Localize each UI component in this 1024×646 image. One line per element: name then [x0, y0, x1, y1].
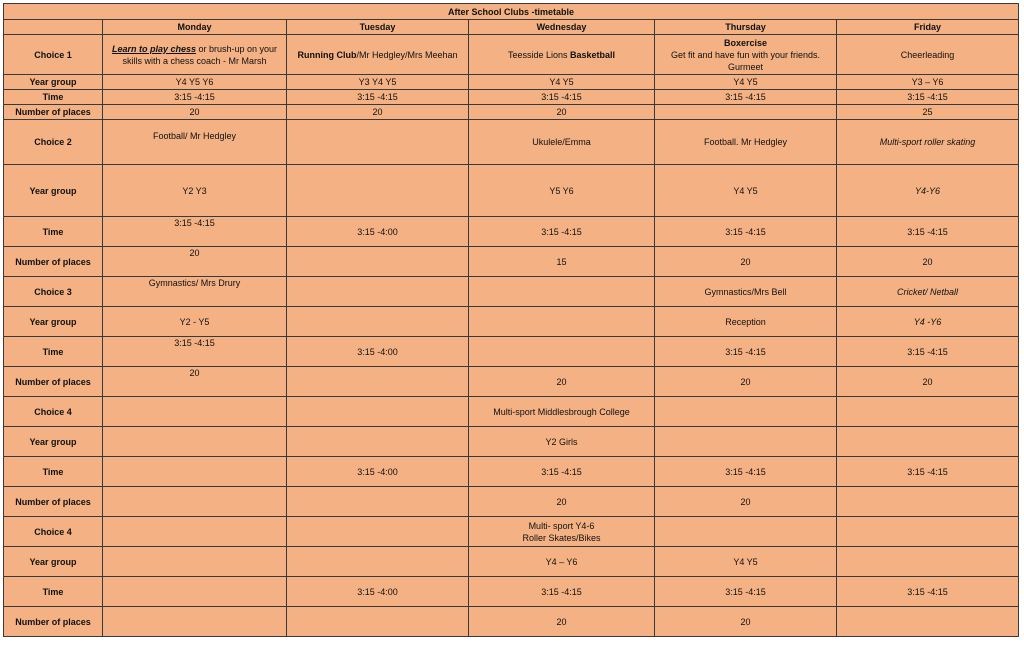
time-cell: 3:15 -4:00 [287, 337, 469, 367]
row-label: Time [4, 577, 103, 607]
club-cell [837, 397, 1019, 427]
time-cell: 3:15 -4:15 [837, 577, 1019, 607]
club-cell [469, 517, 655, 547]
choice1-club-row [4, 35, 1019, 75]
row-label: Choice 3 [4, 277, 103, 307]
club-cell [287, 517, 469, 547]
places-cell [837, 607, 1019, 637]
row-label: Year group [4, 307, 103, 337]
club-detail: Get fit and have fun with your friends. Gurmeet [670, 49, 821, 72]
day-header-wednesday: Wednesday [469, 20, 655, 35]
time-cell: 3:15 -4:00 [287, 577, 469, 607]
time-cell [103, 457, 287, 487]
time-cell: 3:15 -4:15 [655, 217, 837, 247]
timetable-title: After School Clubs -timetable [4, 4, 1019, 20]
club-cell: Football/ Mr Hedgley [103, 120, 287, 165]
time-cell: 3:15 -4:15 [469, 217, 655, 247]
places-cell: 20 [469, 367, 655, 397]
time-cell: 3:15 -4:15 [103, 90, 287, 105]
club-detail: Roller Skates/Bikes [522, 532, 601, 543]
row-label: Choice 4 [4, 397, 103, 427]
year-cell: Y4 Y5 [469, 75, 655, 90]
places-cell: 15 [469, 247, 655, 277]
places-cell: 20 [287, 105, 469, 120]
club-cell: Gymnastics/Mrs Bell [655, 277, 837, 307]
day-header-friday: Friday [837, 20, 1019, 35]
club-detail: /Mr Hedgley/Mrs Meehan [356, 49, 458, 60]
choice4b-time-row [4, 577, 1019, 607]
row-label: Number of places [4, 247, 103, 277]
day-header-monday: Monday [103, 20, 287, 35]
club-cell: Multi-sport Middlesbrough College [469, 397, 655, 427]
choice4b-places-row [4, 607, 1019, 637]
club-name: Learn to play chess [111, 43, 196, 54]
choice3-time-row [4, 337, 1019, 367]
year-cell [655, 427, 837, 457]
time-cell: 3:15 -4:15 [655, 457, 837, 487]
day-header-tuesday: Tuesday [287, 20, 469, 35]
choice2-time-row [4, 217, 1019, 247]
places-cell: 20 [837, 367, 1019, 397]
row-label: Time [4, 217, 103, 247]
time-cell: 3:15 -4:15 [837, 90, 1019, 105]
club-cell [287, 35, 469, 75]
row-label: Year group [4, 427, 103, 457]
places-cell: 20 [469, 607, 655, 637]
club-cell [655, 517, 837, 547]
time-cell: 3:15 -4:00 [287, 457, 469, 487]
year-cell [103, 547, 287, 577]
places-cell [837, 487, 1019, 517]
club-cell [287, 277, 469, 307]
club-cell: Football. Mr Hedgley [655, 120, 837, 165]
time-cell [103, 577, 287, 607]
time-cell: 3:15 -4:15 [837, 337, 1019, 367]
choice4a-places-row [4, 487, 1019, 517]
time-cell: 3:15 -4:15 [837, 217, 1019, 247]
header-row [4, 20, 1019, 35]
time-cell: 3:15 -4:15 [655, 577, 837, 607]
time-cell [469, 337, 655, 367]
row-label: Choice 1 [4, 35, 103, 75]
places-cell [103, 607, 287, 637]
row-label: Year group [4, 547, 103, 577]
year-cell [287, 165, 469, 217]
year-cell: Y2 Y3 [103, 165, 287, 217]
choice3-club-row [4, 277, 1019, 307]
row-label: Year group [4, 165, 103, 217]
places-cell [287, 367, 469, 397]
places-cell: 20 [655, 487, 837, 517]
year-cell: Y2 - Y5 [103, 307, 287, 337]
row-label: Number of places [4, 487, 103, 517]
choice1-places-row [4, 105, 1019, 120]
places-cell: 20 [837, 247, 1019, 277]
year-cell [287, 547, 469, 577]
club-name: Running Club [297, 49, 357, 60]
time-cell: 3:15 -4:15 [655, 337, 837, 367]
choice3-places-row [4, 367, 1019, 397]
club-cell: Cheerleading [837, 35, 1019, 75]
row-label: Time [4, 337, 103, 367]
time-cell: 3:15 -4:15 [469, 457, 655, 487]
year-cell [103, 427, 287, 457]
row-label: Choice 2 [4, 120, 103, 165]
year-cell: Y4 -Y6 [837, 307, 1019, 337]
year-cell: Y4-Y6 [837, 165, 1019, 217]
year-cell: Y4 Y5 [655, 165, 837, 217]
places-cell [103, 487, 287, 517]
club-cell [103, 35, 287, 75]
places-cell: 20 [655, 607, 837, 637]
places-cell [287, 247, 469, 277]
choice4a-club-row [4, 397, 1019, 427]
club-cell: Gymnastics/ Mrs Drury [103, 277, 287, 307]
club-detail: Teesside Lions [507, 49, 570, 60]
places-cell: 20 [655, 247, 837, 277]
club-cell [655, 35, 837, 75]
year-cell: Y3 – Y6 [837, 75, 1019, 90]
row-label: Year group [4, 75, 103, 90]
row-label: Choice 4 [4, 517, 103, 547]
choice1-year-row [4, 75, 1019, 90]
time-cell: 3:15 -4:15 [287, 90, 469, 105]
club-name: Boxercise [723, 37, 768, 48]
places-cell: 20 [469, 105, 655, 120]
club-cell [469, 35, 655, 75]
year-cell: Y4 – Y6 [469, 547, 655, 577]
choice4a-year-row [4, 427, 1019, 457]
club-cell: Ukulele/Emma [469, 120, 655, 165]
row-label: Number of places [4, 607, 103, 637]
places-cell: 20 [103, 105, 287, 120]
year-cell: Y4 Y5 [655, 547, 837, 577]
time-cell: 3:15 -4:15 [469, 577, 655, 607]
choice1-time-row [4, 90, 1019, 105]
choice2-year-row [4, 165, 1019, 217]
club-cell [655, 397, 837, 427]
title-row [4, 4, 1019, 20]
year-cell: Y4 Y5 Y6 [103, 75, 287, 90]
time-cell: 3:15 -4:15 [103, 217, 287, 247]
row-label: Time [4, 90, 103, 105]
time-cell: 3:15 -4:15 [469, 90, 655, 105]
club-name: Basketball [570, 49, 616, 60]
choice2-places-row [4, 247, 1019, 277]
club-cell [103, 397, 287, 427]
choice4b-year-row [4, 547, 1019, 577]
club-cell [287, 397, 469, 427]
club-cell: Multi-sport roller skating [837, 120, 1019, 165]
choice3-year-row [4, 307, 1019, 337]
year-cell [287, 307, 469, 337]
timetable [3, 3, 1019, 637]
year-cell [837, 427, 1019, 457]
row-label: Number of places [4, 105, 103, 120]
club-cell [287, 120, 469, 165]
choice2-club-row [4, 120, 1019, 165]
club-detail: or brush-up on your skills with a chess coach - Mr Marsh [122, 43, 278, 66]
places-cell [655, 105, 837, 120]
club-cell: Cricket/ Netball [837, 277, 1019, 307]
day-header-thursday: Thursday [655, 20, 837, 35]
year-cell: Reception [655, 307, 837, 337]
places-cell: 20 [103, 367, 287, 397]
year-cell: Y3 Y4 Y5 [287, 75, 469, 90]
year-cell [837, 547, 1019, 577]
row-label: Number of places [4, 367, 103, 397]
club-cell [837, 517, 1019, 547]
year-cell: Y2 Girls [469, 427, 655, 457]
club-cell [469, 277, 655, 307]
places-cell: 20 [103, 247, 287, 277]
time-cell: 3:15 -4:15 [837, 457, 1019, 487]
time-cell: 3:15 -4:00 [287, 217, 469, 247]
year-cell: Y4 Y5 [655, 75, 837, 90]
places-cell [287, 487, 469, 517]
corner-cell [4, 20, 103, 35]
places-cell [287, 607, 469, 637]
places-cell: 20 [655, 367, 837, 397]
club-name: Multi- sport Y4-6 [528, 520, 595, 531]
time-cell: 3:15 -4:15 [655, 90, 837, 105]
row-label: Time [4, 457, 103, 487]
time-cell: 3:15 -4:15 [103, 337, 287, 367]
club-cell [103, 517, 287, 547]
choice4a-time-row [4, 457, 1019, 487]
places-cell: 25 [837, 105, 1019, 120]
places-cell: 20 [469, 487, 655, 517]
year-cell: Y5 Y6 [469, 165, 655, 217]
year-cell [287, 427, 469, 457]
choice4b-club-row [4, 517, 1019, 547]
year-cell [469, 307, 655, 337]
